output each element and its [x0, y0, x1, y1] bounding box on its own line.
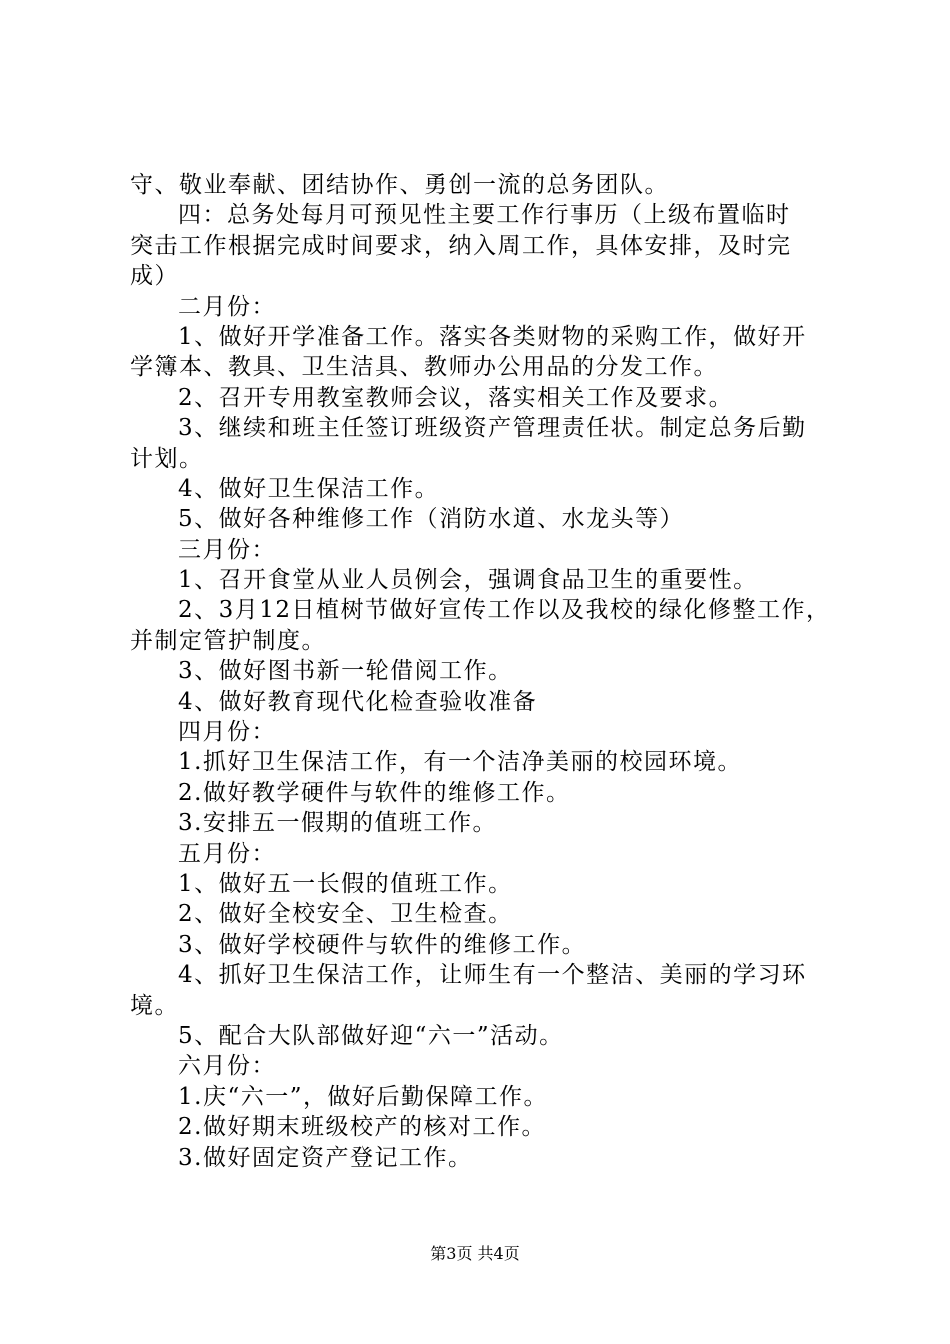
- text-line: 成）: [130, 263, 179, 290]
- text-line: 五月份：: [178, 840, 276, 867]
- text-line: 2.做好期末班级校产的核对工作。: [178, 1114, 546, 1141]
- text-line: 3、做好学校硬件与软件的维修工作。: [178, 931, 587, 958]
- text-line: 并制定管护制度。: [130, 627, 326, 654]
- text-line: 4、做好教育现代化检查验收准备: [178, 688, 538, 715]
- text-line: 1.庆“六一”，做好后勤保障工作。: [178, 1083, 548, 1110]
- text-line: 守、敬业奉献、团结协作、勇创一流的总务团队。: [130, 172, 669, 198]
- document-body: [130, 170, 840, 1173]
- text-line: 3.安排五一假期的值班工作。: [178, 810, 497, 837]
- text-line: 2、做好全校安全、卫生检查。: [178, 901, 513, 928]
- text-line: 1.抓好卫生保洁工作，有一个洁净美丽的校园环境。: [178, 749, 742, 776]
- text-line: 4、做好卫生保洁工作。: [178, 475, 440, 502]
- text-line: 计划。: [130, 445, 204, 472]
- text-line: 四月份：: [178, 719, 276, 746]
- text-line: 三月份：: [178, 536, 276, 563]
- text-line: 六月份：: [178, 1053, 276, 1080]
- text-line: 1、做好开学准备工作。落实各类财物的采购工作，做好开: [178, 323, 807, 350]
- text-line: 境。: [130, 992, 179, 1019]
- page-footer: 第3页 共4页: [430, 1244, 520, 1263]
- text-line: 3、继续和班主任签订班级资产管理责任状。制定总务后勤: [178, 415, 807, 442]
- text-line: 四：总务处每月可预见性主要工作行事历（上级布置临时: [178, 202, 791, 229]
- text-line: 二月份：: [178, 293, 276, 320]
- text-line: 2.做好教学硬件与软件的维修工作。: [178, 779, 571, 806]
- text-line: 1、召开食堂从业人员例会，强调食品卫生的重要性。: [178, 567, 758, 594]
- text-line: 1、做好五一长假的值班工作。: [178, 870, 513, 897]
- text-line: 2、召开专用教室教师会议，落实相关工作及要求。: [178, 384, 734, 411]
- text-line: 学簿本、教具、卫生洁具、教师办公用品的分发工作。: [130, 354, 718, 381]
- text-line: 3、做好图书新一轮借阅工作。: [178, 658, 513, 685]
- text-line: 突击工作根据完成时间要求，纳入周工作，具体安排，及时完: [130, 232, 792, 259]
- text-line: 5、配合大队部做好迎“六一”活动。: [178, 1022, 564, 1049]
- text-line: 2、3月12日植树节做好宣传工作以及我校的绿化修整工作，: [178, 597, 831, 624]
- text-line: 4、抓好卫生保洁工作，让师生有一个整洁、美丽的学习环: [178, 962, 807, 989]
- text-line: 5、做好各种维修工作（消防水道、水龙头等）: [178, 506, 685, 533]
- text-line: 3.做好固定资产登记工作。: [178, 1144, 473, 1171]
